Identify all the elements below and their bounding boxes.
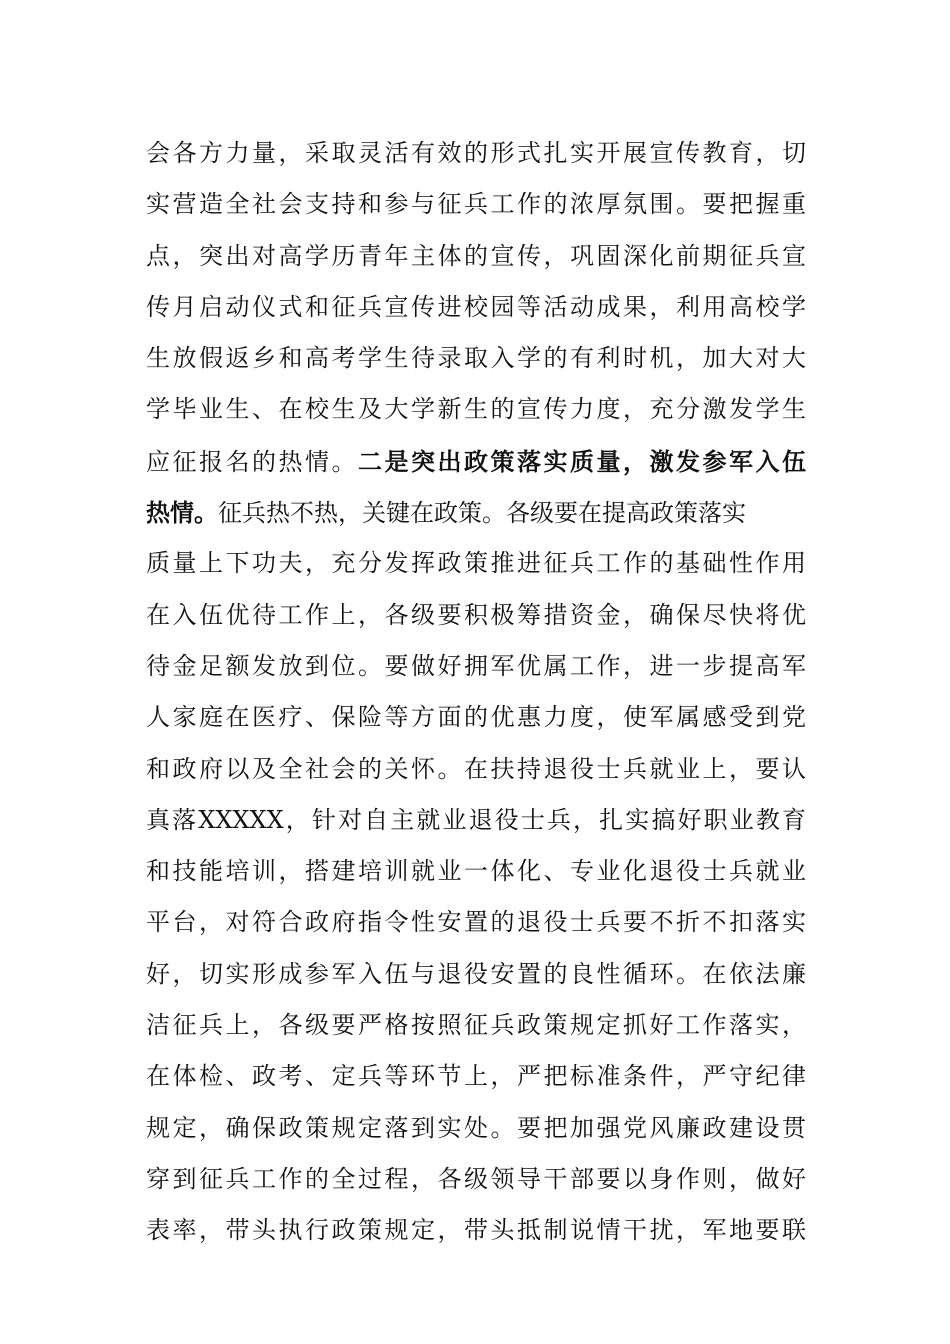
- section-heading-part-2: 热情。: [146, 498, 218, 528]
- text-line-1: 会各方力量，采取灵活有效的形式扎实开展宣传教育，切: [146, 139, 806, 167]
- text-line-7-plain: 应征报名的热情。: [146, 447, 358, 476]
- text-line-6: 学毕业生、在校生及大学新生的宣传力度，充分激发学生: [146, 395, 806, 424]
- text-line-2: 实营造全社会支持和参与征兵工作的浓厚氛围。要把握重: [146, 190, 806, 219]
- text-line-22: 表率，带头执行政策规定，带头抵制说情干扰，军地要联: [146, 1216, 806, 1245]
- text-line-17: 好，切实形成参军入伍与退役安置的良性循环。在依法廉: [146, 959, 806, 988]
- text-line-19: 在体检、政考、定兵等环节上，严把标准条件，严守纪律: [146, 1062, 806, 1091]
- text-line-9: 质量上下功夫，充分发挥政策推进征兵工作的基础性作用: [146, 549, 806, 578]
- text-line-8-plain: 征兵热不热，关键在政策。各级要在提高政策落实: [218, 499, 746, 528]
- section-heading-part-1: 二是突出政策落实质量，激发参军入伍: [358, 446, 806, 476]
- text-line-13: 和政府以及全社会的关怀。在扶持退役士兵就业上，要认: [146, 754, 806, 783]
- text-line-4: 传月启动仪式和征兵宣传进校园等活动成果，利用高校学: [146, 292, 806, 321]
- text-line-7: [146, 436, 806, 487]
- text-line-20: 规定，确保政策规定落到实处。要把加强党风廉政建设贯: [146, 1113, 806, 1142]
- text-line-16: 平台，对符合政府指令性安置的退役士兵要不折不扣落实: [146, 908, 806, 937]
- text-line-15: 和技能培训，搭建培训就业一体化、专业化退役士兵就业: [146, 857, 806, 886]
- text-line-10: 在入伍优待工作上，各级要积极筹措资金，确保尽快将优: [146, 600, 806, 629]
- text-line-12: 人家庭在医疗、保险等方面的优惠力度，使军属感受到党: [146, 703, 806, 732]
- text-line-5: 生放假返乡和高考学生待录取入学的有利时机，加大对大: [146, 344, 806, 373]
- document-body-text: [146, 128, 806, 1257]
- text-line-14: 真落XXXXX，针对自主就业退役士兵，扎实搞好职业教育: [146, 805, 806, 834]
- text-line-21: 穿到征兵工作的全过程，各级领导干部要以身作则，做好: [146, 1164, 806, 1193]
- text-line-3: 点，突出对高学历青年主体的宣传，巩固深化前期征兵宣: [146, 241, 806, 270]
- text-line-18: 洁征兵上，各级要严格按照征兵政策规定抓好工作落实，: [146, 1011, 806, 1040]
- text-line-8: [146, 487, 806, 538]
- text-line-11: 待金足额发放到位。要做好拥军优属工作，进一步提高军: [146, 651, 806, 680]
